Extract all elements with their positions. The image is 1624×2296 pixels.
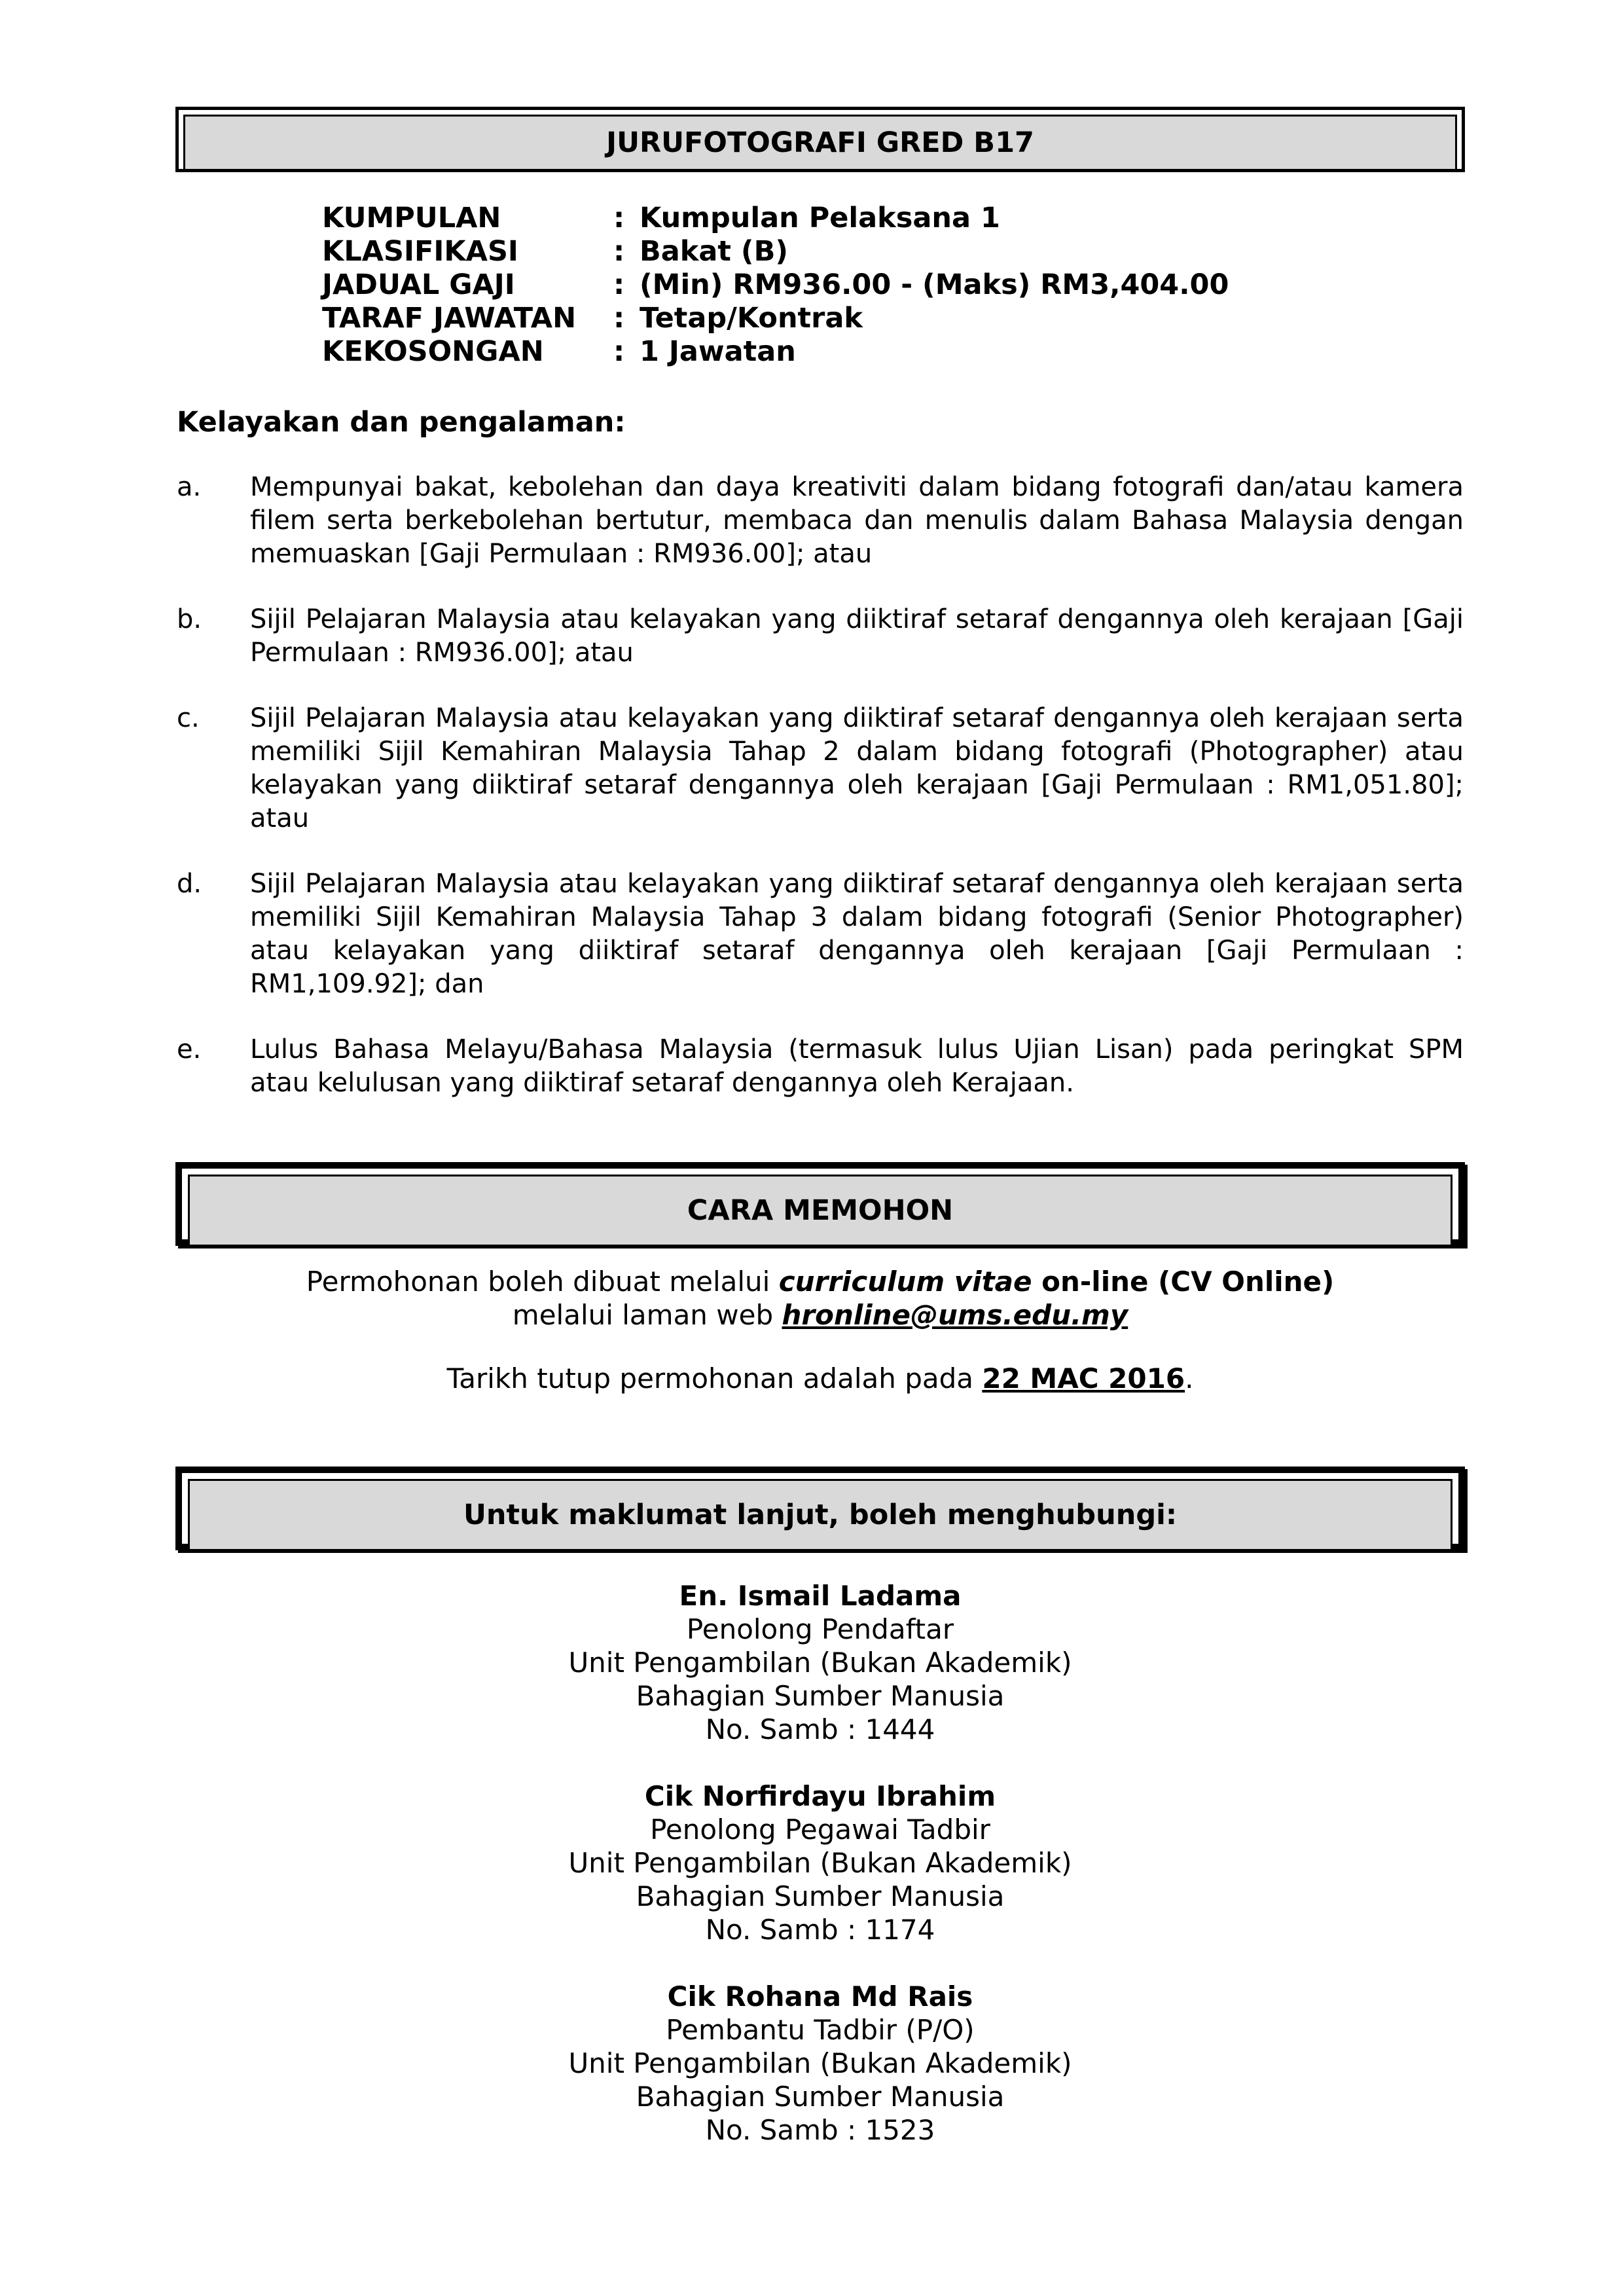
- info-value: Tetap/Kontrak: [640, 302, 863, 335]
- info-colon: :: [613, 302, 625, 335]
- list-item: [177, 867, 1464, 1001]
- contact-position: Penolong Pendaftar: [686, 1613, 954, 1645]
- contact-card: [175, 1779, 1465, 1946]
- qualifications-heading: Kelayakan dan pengalaman:: [177, 406, 626, 439]
- apply-cv-italic: curriculum vitae: [778, 1266, 1032, 1298]
- list-item-letter: e.: [177, 1034, 202, 1065]
- info-row-jadual-gaji: [322, 268, 1229, 302]
- info-row-taraf-jawatan: [322, 302, 1229, 335]
- list-item-text: Lulus Bahasa Melayu/Bahasa Malaysia (termasuk lulus Ujian Lisan) pada peringkat SPM atau kelulusan yang diiktiraf setaraf dengannya oleh Kerajaan.: [250, 1034, 1464, 1098]
- info-colon: :: [613, 202, 625, 234]
- contact-name: Cik Norfirdayu Ibrahim: [644, 1780, 996, 1812]
- list-item-letter: c.: [177, 703, 200, 733]
- page-title: JURUFOTOGRAFI GRED B17: [183, 115, 1457, 171]
- list-item: [177, 702, 1464, 835]
- list-item: [177, 471, 1464, 571]
- info-key: TARAF JAWATAN: [322, 302, 577, 335]
- contact-card: [175, 1579, 1465, 1746]
- contacts-list: [175, 1579, 1465, 2180]
- list-item-text: Sijil Pelajaran Malaysia atau kelayakan yang diiktiraf setaraf dengannya oleh kerajaan [Gaji Permulaan : RM936.00]; atau: [250, 604, 1464, 668]
- info-key: JADUAL GAJI: [322, 268, 515, 301]
- contact-department: Bahagian Sumber Manusia: [636, 1880, 1005, 1912]
- list-item: [177, 1033, 1464, 1100]
- apply-cv-online: on-line (CV Online): [1032, 1266, 1335, 1298]
- contact-name: Cik Rohana Md Rais: [667, 1980, 973, 2013]
- contact-extension: No. Samb : 1523: [705, 2114, 935, 2146]
- closing-date: 22 MAC 2016: [982, 1362, 1185, 1394]
- list-item: [177, 603, 1464, 670]
- contact-unit: Unit Pengambilan (Bukan Akademik): [568, 1647, 1072, 1679]
- info-key: KUMPULAN: [322, 202, 501, 234]
- title-box: [175, 107, 1465, 172]
- info-value: Bakat (B): [640, 235, 789, 268]
- contact-unit: Unit Pengambilan (Bukan Akademik): [568, 1847, 1072, 1879]
- info-key: KEKOSONGAN: [322, 335, 544, 368]
- qualifications-list: [177, 471, 1464, 1132]
- info-value: Kumpulan Pelaksana 1: [640, 202, 1000, 234]
- contact-heading-box: [175, 1467, 1465, 1550]
- list-item-text: Sijil Pelajaran Malaysia atau kelayakan yang diiktiraf setaraf dengannya oleh kerajaan serta memiliki Sijil Kemahiran Malaysia Tahap 2 dalam bidang fotografi (Photographer) atau kelayakan yang diiktiraf setaraf dengannya oleh kerajaan [Gaji Permulaan : RM1,051.80]; atau: [250, 703, 1464, 833]
- closing-date-line: [175, 1362, 1465, 1395]
- contact-extension: No. Samb : 1174: [705, 1914, 935, 1946]
- list-item-letter: d.: [177, 869, 202, 899]
- contact-name: En. Ismail Ladama: [679, 1580, 962, 1612]
- apply-line-2-prefix: melalui laman web: [512, 1299, 782, 1331]
- contact-unit: Unit Pengambilan (Bukan Akademik): [568, 2047, 1072, 2079]
- info-colon: :: [613, 235, 625, 268]
- contact-department: Bahagian Sumber Manusia: [636, 1680, 1005, 1712]
- list-item-text: Sijil Pelajaran Malaysia atau kelayakan yang diiktiraf setaraf dengannya oleh kerajaan serta memiliki Sijil Kemahiran Malaysia Tahap 3 dalam bidang fotografi (Senior Photographer) atau kelayakan yang diiktiraf setaraf dengannya oleh kerajaan [Gaji Permulaan : RM1,109.92]; dan: [250, 869, 1464, 999]
- hronline-link[interactable]: hronline@ums.edu.my: [782, 1299, 1128, 1331]
- contact-department: Bahagian Sumber Manusia: [636, 2081, 1005, 2113]
- info-row-kekosongan: [322, 335, 1229, 369]
- info-colon: :: [613, 335, 625, 368]
- apply-line-1: [175, 1265, 1465, 1298]
- apply-line-1-prefix: Permohonan boleh dibuat melalui: [306, 1266, 779, 1298]
- contact-position: Pembantu Tadbir (P/O): [666, 2014, 975, 2046]
- info-colon: :: [613, 268, 625, 301]
- info-row-klasifikasi: [322, 235, 1229, 268]
- apply-heading-box: [175, 1162, 1465, 1246]
- contact-heading: Untuk maklumat lanjut, boleh menghubungi:: [188, 1479, 1453, 1551]
- contact-card: [175, 1980, 1465, 2147]
- job-info-table: [322, 202, 1229, 369]
- apply-instructions: [175, 1265, 1465, 1332]
- info-value: 1 Jawatan: [640, 335, 796, 368]
- list-item-text: Mempunyai bakat, kebolehan dan daya kreativiti dalam bidang fotografi dan/atau kamera filem serta berkebolehan bertutur, membaca dan menulis dalam Bahasa Malaysia dengan memuaskan [Gaji Permulaan : RM936.00]; atau: [250, 472, 1464, 569]
- info-row-kumpulan: [322, 202, 1229, 235]
- info-key: KLASIFIKASI: [322, 235, 518, 268]
- closing-suffix: .: [1185, 1362, 1194, 1394]
- contact-position: Penolong Pegawai Tadbir: [650, 1813, 990, 1846]
- info-value: (Min) RM936.00 - (Maks) RM3,404.00: [640, 268, 1229, 301]
- apply-heading: CARA MEMOHON: [188, 1175, 1453, 1247]
- list-item-letter: b.: [177, 604, 202, 634]
- closing-prefix: Tarikh tutup permohonan adalah pada: [446, 1362, 983, 1394]
- list-item-letter: a.: [177, 472, 202, 502]
- contact-extension: No. Samb : 1444: [705, 1713, 935, 1745]
- apply-line-2: [175, 1298, 1465, 1332]
